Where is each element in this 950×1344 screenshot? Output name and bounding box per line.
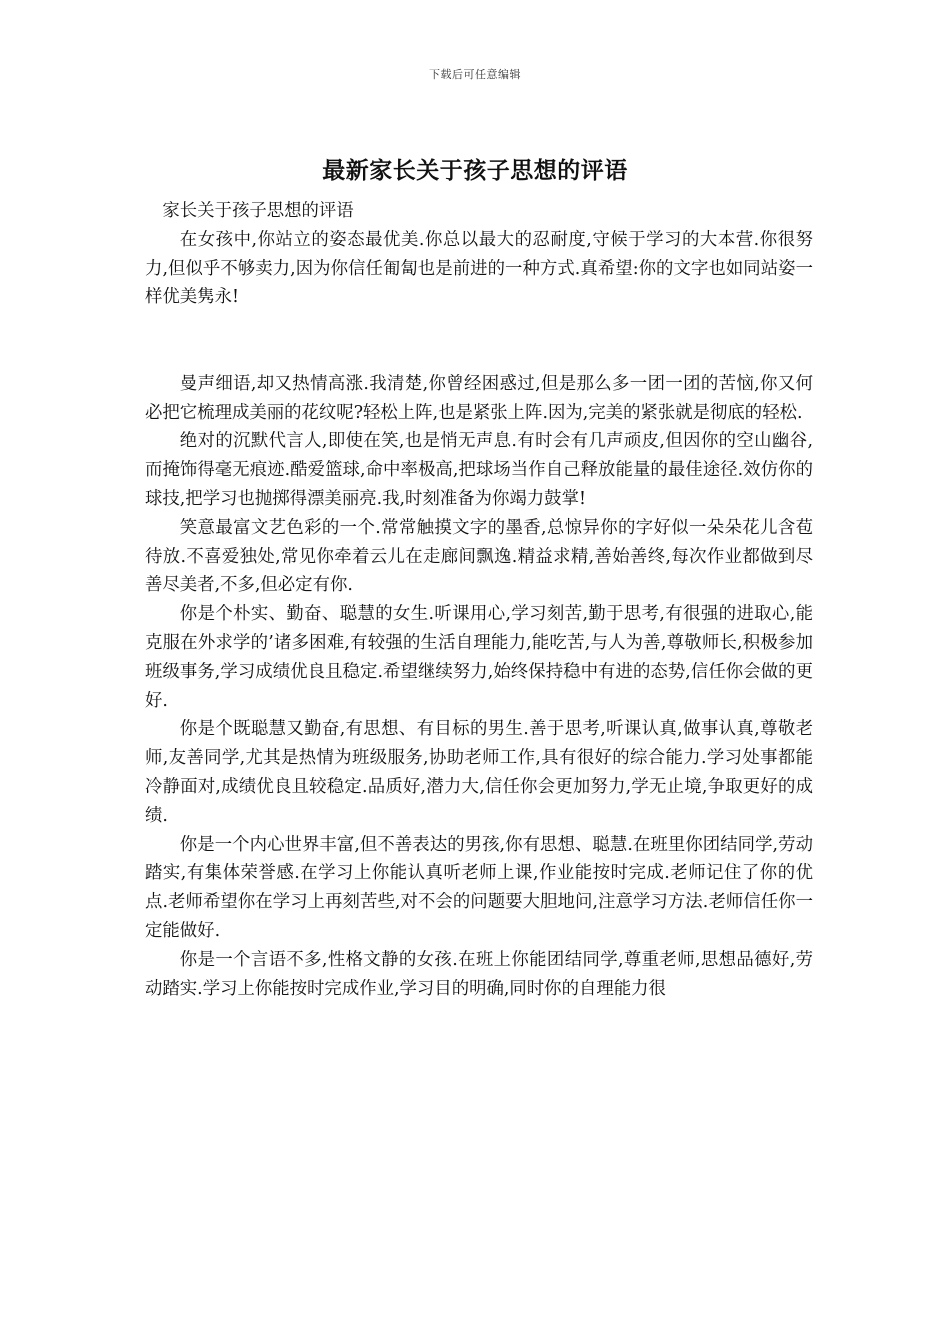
paragraph: 在女孩中,你站立的姿态最优美.你总以最大的忍耐度,守候于学习的大本营.你很努力,但似乎不够卖力,因为你信任匍匐也是前进的一种方式.真希望:你的文字也如同站姿一样优美隽永!	[145, 229, 813, 308]
paragraph: 笑意最富文艺色彩的一个.常常触摸文字的墨香,总惊异你的字好似一朵朵花儿含苞待放.不喜爱独处,常见你牵着云儿在走廊间飘逸.精益求精,善始善终,每次作业都做到尽善尽美者,不多,但必定有你.	[145, 517, 813, 596]
document-title: 最新家长关于孩子思想的评语	[322, 157, 628, 184]
paragraph: 曼声细语,却又热情高涨.我清楚,你曾经困惑过,但是那么多一团一团的苦恼,你又何必把它梳理成美丽的花纹呢?轻松上阵,也是紧张上阵.因为,完美的紧张就是彻底的轻松.	[145, 373, 813, 423]
paragraph: 你是一个内心世界丰富,但不善表达的男孩,你有思想、聪慧.在班里你团结同学,劳动踏实,有集体荣誉感.在学习上你能认真听老师上课,作业能按时完成.老师记住了你的优点.老师希望你在学习上再刻苦些,对不会的问题要大胆地问,注意学习方法.老师信任你一定能做好.	[145, 834, 813, 941]
document-body	[145, 197, 813, 1003]
paragraph: 你是一个言语不多,性格文静的女孩.在班上你能团结同学,尊重老师,思想品德好,劳动踏实.学习上你能按时完成作业,学习目的明确,同时你的自理能力很	[145, 949, 813, 999]
paragraph: 你是个朴实、勤奋、聪慧的女生.听课用心,学习刻苦,勤于思考,有很强的进取心,能克服在外求学的’诸多困难,有较强的生活自理能力,能吃苦,与人为善,尊敬师长,积极参加班级事务,学习成绩优良且稳定.希望继续努力,始终保持稳中有进的态势,信任你会做的更好.	[145, 604, 813, 711]
header-note: 下载后可任意编辑	[429, 68, 521, 81]
paragraph: 绝对的沉默代言人,即使在笑,也是悄无声息.有时会有几声顽皮,但因你的空山幽谷,而掩饰得毫无痕迹.酷爱篮球,命中率极高,把球场当作自己释放能量的最佳途径.效仿你的球技,把学习也抛掷得漂美丽亮.我,时刻准备为你竭力鼓掌!	[145, 431, 813, 509]
paragraph: 你是个既聪慧又勤奋,有思想、有目标的男生.善于思考,听课认真,做事认真,尊敬老师,友善同学,尤其是热情为班级服务,协助老师工作,具有很好的综合能力.学习处事都能冷静面对,成绩优良且较稳定.品质好,潜力大,信任你会更加努力,学无止境,争取更好的成绩.	[145, 719, 813, 826]
document-subtitle: 家长关于孩子思想的评语	[162, 201, 354, 221]
